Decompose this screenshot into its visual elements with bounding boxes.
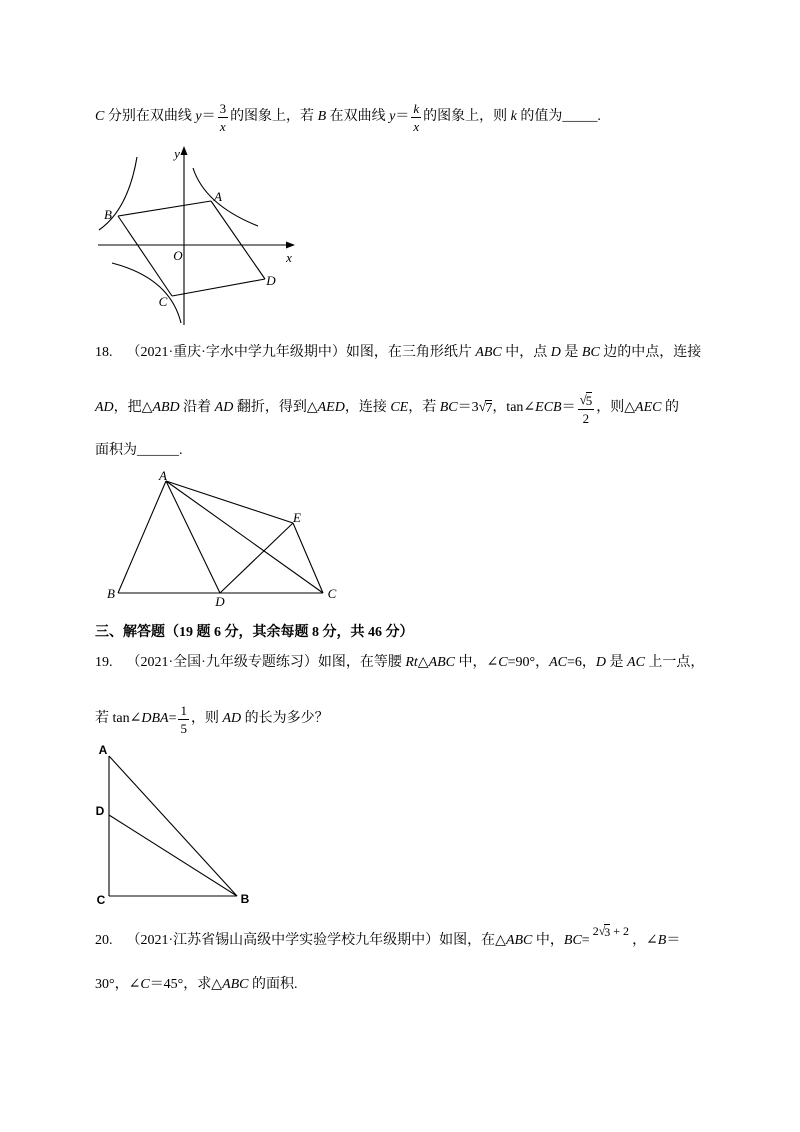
math-variable: AD: [95, 400, 114, 415]
math-variable: x: [219, 118, 226, 134]
point-label-d: D: [215, 594, 225, 609]
side-ab: [118, 201, 211, 216]
text-run: =: [168, 711, 177, 726]
q19-line-2: [95, 699, 329, 739]
text-run: 的图象上，则: [423, 109, 511, 124]
math-variable: C: [498, 655, 508, 670]
q18-line-1: [95, 333, 701, 373]
fraction-numerator: [578, 392, 595, 410]
q20-line-1: [95, 921, 680, 961]
point-label-a: A: [214, 189, 222, 204]
q17-line-1: [95, 97, 601, 137]
x-axis-arrow: [286, 242, 295, 249]
math-variable: ABC: [475, 345, 502, 360]
text-run: 中，: [532, 933, 564, 948]
side-ad: [211, 201, 265, 279]
side-ab: [109, 756, 237, 896]
fraction: [578, 392, 595, 425]
text-run: 的值为: [516, 109, 563, 124]
hyperbola-branch-third-quadrant: [112, 263, 181, 323]
text-run: 1: [180, 702, 187, 718]
text-run: ，连接: [344, 400, 391, 415]
q20-line-2: [95, 965, 298, 1005]
math-variable: AED: [317, 400, 345, 415]
segment-ad: [166, 481, 220, 593]
text-run: ＝: [395, 109, 410, 124]
point-label-c: C: [327, 586, 337, 601]
text-run: 的长为多少？: [241, 711, 329, 726]
segment-ed: [220, 523, 293, 593]
text-run: 是: [560, 345, 582, 360]
text-run: 面积为: [95, 443, 137, 458]
text-run: √: [598, 924, 606, 938]
q18-line-1-text: [127, 346, 702, 360]
fraction-denominator: [218, 118, 228, 133]
math-variable: C: [95, 109, 105, 124]
math-variable: DBA: [141, 711, 169, 726]
origin-label: O: [173, 248, 183, 263]
question-number: 20.: [95, 933, 113, 948]
math-variable: ABC: [428, 655, 456, 670]
point-label-b: B: [107, 586, 115, 601]
text-run: （2021·重庆·字水中学九年级期中）如图，在三角形纸片: [126, 345, 476, 360]
segment-ae: [166, 481, 293, 523]
math-variable: AC: [627, 655, 645, 670]
math-variable: ABC: [505, 933, 533, 948]
answer-blank: _____: [562, 109, 598, 124]
text-run: ，若: [408, 400, 440, 415]
text-run: =6，: [566, 655, 596, 670]
math-variable: BC: [581, 345, 600, 360]
q18-line-2: [95, 388, 679, 428]
math-variable: D: [550, 345, 561, 360]
math-variable: BC: [439, 400, 458, 415]
point-label-d: D: [266, 273, 276, 288]
math-variable: k: [510, 109, 517, 124]
text-run: 2: [592, 924, 599, 938]
math-variable: BC: [563, 933, 582, 948]
text-run: 沿着: [179, 400, 215, 415]
point-label-c: C: [158, 294, 168, 309]
text-run: 5: [180, 720, 187, 736]
text-run: ＝: [561, 400, 576, 415]
math-variable: AC: [549, 655, 567, 670]
text-run: 5: [585, 392, 593, 408]
radicand: [586, 392, 593, 407]
fraction-denominator: [581, 410, 592, 425]
text-run: √: [478, 400, 487, 415]
text-run: .: [597, 109, 601, 124]
point-label-a: A: [98, 743, 108, 757]
fraction-denominator: [178, 720, 189, 735]
q17-line-1-text: [95, 102, 601, 133]
math-variable: AD: [222, 711, 242, 726]
radicand: [485, 400, 492, 416]
fraction: [411, 102, 421, 133]
math-variable: B: [657, 933, 667, 948]
math-variable: AEC: [635, 400, 662, 415]
text-run: （2021·江苏省锡山高级中学实验学校九年级期中）如图，在△: [126, 933, 506, 948]
hyperbola-branch-first-quadrant: [193, 168, 258, 226]
text-run: 7: [485, 401, 493, 416]
text-run: 的: [661, 400, 679, 415]
question-number: 19.: [95, 655, 113, 670]
side-ab: [118, 481, 166, 593]
text-run: .: [179, 443, 183, 458]
text-run: 的面积.: [248, 977, 298, 992]
text-run: 是: [606, 655, 628, 670]
point-label-d: D: [95, 804, 105, 818]
hyperbola-square-figure: [90, 140, 305, 330]
x-axis-label: x: [286, 250, 292, 265]
text-run: 3: [219, 100, 227, 116]
text-run: 30°，∠: [95, 977, 141, 992]
fraction-numerator: [411, 102, 421, 118]
fraction: [218, 102, 229, 133]
text-run: 3: [604, 925, 611, 939]
text-run: + 2: [610, 924, 630, 938]
math-variable: CE: [390, 400, 409, 415]
q18-line-2-text: [95, 392, 679, 425]
raised-expression: [593, 924, 629, 938]
y-axis-arrow: [181, 146, 188, 155]
question-number: 18.: [95, 345, 113, 360]
math-variable: D: [595, 655, 607, 670]
segment-db: [109, 815, 237, 896]
text-run: 若 tan∠: [95, 711, 142, 726]
q18-line-3-text: [95, 444, 183, 458]
point-label-c: C: [96, 893, 106, 907]
math-variable: ABD: [152, 400, 180, 415]
text-run: 边的中点，连接: [599, 345, 702, 360]
math-variable: y: [389, 109, 396, 124]
fraction-numerator: [218, 102, 229, 118]
text-run: =: [581, 933, 590, 948]
text-run: 中，∠: [455, 655, 499, 670]
text-run: ，把△: [113, 400, 153, 415]
text-run: 分别在双曲线: [104, 109, 196, 124]
math-variable: C: [140, 977, 150, 992]
answer-blank: ______: [137, 443, 179, 458]
fraction-denominator: [411, 118, 421, 133]
math-variable: k: [413, 100, 420, 116]
text-run: ，则: [190, 711, 223, 726]
fraction: [178, 704, 189, 735]
text-run: 中，点: [501, 345, 551, 360]
text-run: ＝: [666, 933, 681, 948]
math-variable: ECB: [535, 400, 562, 415]
text-run: ＝: [201, 109, 216, 124]
text-run: 2: [582, 410, 590, 426]
right-triangle-figure: [88, 738, 258, 910]
text-run: 上一点，: [644, 655, 705, 670]
text-run: （2021·全国·九年级专题练习）如图，在等腰: [126, 655, 406, 670]
section-heading: 三、解答题（19 题 6 分，其余每题 8 分，共 46 分）: [95, 625, 414, 640]
text-run: △: [417, 655, 429, 670]
math-variable: y: [195, 109, 202, 124]
point-label-e: E: [293, 510, 301, 525]
q19-line-1: [95, 643, 704, 683]
q20-line-1-text: [126, 924, 681, 948]
text-run: ，∠: [632, 933, 658, 948]
y-axis-label: y: [174, 146, 180, 161]
point-label-b: B: [240, 892, 250, 906]
fraction-numerator: [178, 704, 189, 720]
folded-triangle-figure: [100, 465, 350, 615]
math-variable: ABC: [222, 977, 249, 992]
math-variable: AD: [214, 400, 234, 415]
math-variable: Rt: [405, 655, 418, 670]
point-label-b: B: [104, 207, 112, 222]
q19-line-1-text: [127, 656, 705, 670]
text-run: =90°，: [507, 655, 550, 670]
text-run: ，tan∠: [492, 400, 536, 415]
text-run: 的图象上，若: [230, 109, 318, 124]
side-dc: [172, 279, 265, 296]
text-run: 翻折，得到△: [233, 400, 318, 415]
text-run: √: [579, 391, 587, 407]
text-run: ＝3: [457, 400, 479, 415]
text-run: 在双曲线: [326, 109, 390, 124]
q20-line-2-text: [95, 978, 298, 992]
side-cb: [118, 216, 172, 296]
math-variable: x: [413, 118, 420, 134]
q19-line-2-text: [95, 704, 329, 735]
text-run: ，则△: [596, 400, 636, 415]
point-label-a: A: [159, 468, 167, 483]
text-run: ＝45°，求△: [149, 977, 223, 992]
math-variable: B: [317, 109, 327, 124]
